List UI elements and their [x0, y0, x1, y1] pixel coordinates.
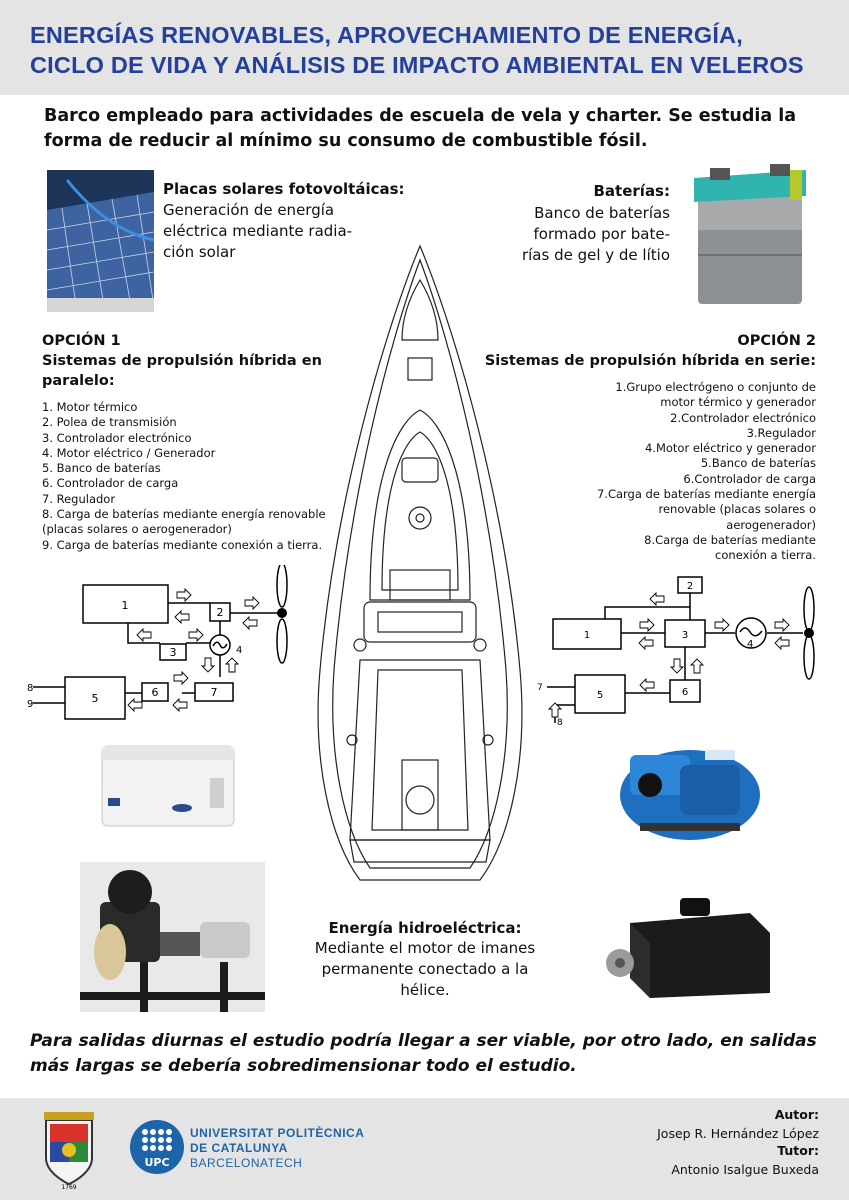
page-title-line2: CICLO DE VIDA Y ANÁLISIS DE IMPACTO AMBIENTAL EN VELEROS — [30, 52, 804, 78]
arrow-right-icon — [245, 597, 259, 609]
list-item: 7. Regulador — [42, 491, 116, 506]
solar-description — [163, 200, 393, 263]
option1-list — [42, 400, 342, 553]
option2-list — [590, 380, 816, 564]
arrow-left-icon — [243, 617, 257, 629]
hydro-line: hélice. — [400, 981, 450, 999]
option1-title — [42, 331, 342, 391]
author-label: Autor: — [774, 1107, 819, 1122]
input-8-label: 8 — [557, 718, 563, 728]
batteries-line: formado por bate- — [533, 225, 670, 243]
generator-photo — [100, 738, 240, 830]
block-2-label: 2 — [686, 581, 694, 592]
marine-engine-photo — [610, 735, 770, 845]
propeller-blade — [804, 587, 814, 631]
arrow-left-icon — [775, 637, 789, 649]
solar-line: ción solar — [163, 243, 236, 261]
author-name: Josep R. Hernández López — [657, 1126, 819, 1141]
upc-line1: UNIVERSITAT POLITÈCNICA — [190, 1126, 365, 1140]
block-4-label: 4 — [747, 639, 754, 650]
propeller-hub — [277, 608, 287, 618]
option1-label: OPCIÓN 1 — [42, 333, 121, 349]
block-2-label: 2 — [216, 606, 224, 619]
arrow-right-icon — [174, 672, 188, 684]
arrow-right-icon — [715, 619, 729, 631]
arrow-up-icon — [226, 658, 238, 672]
tutor-label: Tutor: — [777, 1143, 819, 1158]
page-title-line1: ENERGÍAS RENOVABLES, APROVECHAMIENTO DE ENERGÍA, — [30, 22, 743, 48]
option2-diagram — [535, 575, 825, 730]
arrow-right-icon — [177, 589, 191, 601]
block-3-label: 3 — [169, 646, 177, 659]
school-seal-logo — [38, 1110, 100, 1190]
propeller-blade — [277, 619, 287, 663]
block-6-label: 6 — [681, 687, 689, 698]
list-item: 1. Motor térmico — [42, 400, 138, 414]
intro-text: Barco empleado para actividades de escuela de vela y charter. Se estudia la forma de reducir al mínimo su consumo de combustible fósil. — [44, 106, 797, 151]
hydro-heading: Energía hidroeléctrica: — [328, 919, 522, 937]
solar-line: Generación de energía — [163, 201, 335, 219]
list-item: 9. Carga de baterías mediante conexión a tierra. — [42, 537, 323, 552]
hydro-description — [290, 938, 560, 1001]
list-item: 6. Controlador de carga — [42, 476, 179, 491]
arrow-left-icon — [137, 629, 151, 641]
block-5-label: 5 — [91, 692, 99, 705]
arrow-left-icon — [173, 699, 187, 711]
batteries-description — [460, 203, 670, 266]
list-item: 2.Controlador electrónico — [670, 410, 816, 425]
page-title — [30, 20, 830, 80]
block-5-label: 5 — [596, 690, 604, 701]
arrow-left-icon — [128, 699, 142, 711]
list-item: 8. Carga de baterías mediante energía renovable (placas solares o aerogenerador) — [42, 507, 326, 537]
arrow-down-icon — [202, 658, 214, 672]
arrow-right-icon — [640, 619, 654, 631]
solar-panel-photo — [47, 170, 154, 312]
list-item: 5. Banco de baterías — [42, 461, 161, 476]
servo-motor-photo — [600, 893, 780, 1003]
block-1-label: 1 — [583, 630, 591, 641]
upc-line3: BARCELONATECH — [190, 1156, 303, 1170]
list-item: 3. Controlador electrónico — [42, 430, 192, 445]
list-item: 4.Motor eléctrico y generador — [644, 441, 816, 456]
input-8-label: 8 — [27, 683, 34, 694]
option1-subtitle: Sistemas de propulsión híbrida en paralelo: — [42, 353, 322, 389]
block-1-label: 1 — [121, 599, 129, 612]
arrow-up-icon — [691, 659, 703, 673]
arrow-right-icon — [189, 629, 203, 641]
batteries-line: Banco de baterías — [534, 204, 670, 222]
option1-diagram — [25, 565, 300, 725]
hydro-line: permanente conectado a la — [321, 960, 529, 978]
solar-heading: Placas solares fotovoltáicas: — [163, 180, 405, 198]
propeller-blade — [277, 565, 287, 607]
list-item: 8.Carga de baterías mediante conexión a tierra. — [644, 532, 816, 563]
block-4-label: 4 — [236, 645, 243, 656]
battery-photo — [690, 160, 808, 308]
block-3-label: 3 — [681, 630, 689, 641]
option2-subtitle: Sistemas de propulsión híbrida en serie: — [484, 353, 816, 369]
upc-badge-text: UPC — [144, 1156, 170, 1169]
list-item: 1.Grupo electrógeno o conjunto de motor térmico y generador — [615, 380, 816, 410]
arrow-down-icon — [671, 659, 683, 673]
input-7-label: 7 — [537, 683, 543, 693]
propeller-hub — [804, 628, 814, 638]
batteries-heading: Baterías: — [593, 182, 670, 200]
arrow-left-icon — [175, 611, 189, 623]
block-7-label: 7 — [210, 686, 218, 699]
hydro-rig-photo — [80, 862, 265, 1012]
list-item: 3.Regulador — [746, 425, 816, 440]
hydro-line: Mediante el motor de imanes — [314, 939, 536, 957]
seal-year: 1769 — [61, 1184, 77, 1190]
upc-line2: DE CATALUNYA — [190, 1141, 288, 1155]
upc-logo-badge — [130, 1120, 184, 1174]
option2-title — [470, 331, 816, 371]
arrow-left-icon — [640, 679, 654, 691]
input-9-label: 9 — [27, 699, 34, 710]
tutor-name: Antonio Isalgue Buxeda — [671, 1162, 819, 1177]
option2-label: OPCIÓN 2 — [737, 333, 816, 349]
block-6-label: 6 — [151, 686, 159, 699]
arrow-right-icon — [775, 619, 789, 631]
arrow-left-icon — [650, 593, 664, 605]
solar-line: eléctrica mediante radia- — [163, 222, 353, 240]
propeller-blade — [804, 635, 814, 679]
list-item: 6.Controlador de carga — [683, 471, 816, 486]
upc-name — [190, 1126, 364, 1171]
batteries-line: rías de gel y de lítio — [521, 246, 670, 264]
list-item: 7.Carga de baterías mediante energía renovable (placas solares o aerogenerador) — [596, 487, 816, 532]
list-item: 5.Banco de baterías — [700, 456, 816, 471]
list-item: 4. Motor eléctrico / Generador — [42, 445, 216, 460]
arrow-left-icon — [639, 637, 653, 649]
list-item: 2. Polea de transmisión — [42, 415, 177, 430]
conclusion-text: Para salidas diurnas el estudio podría llegar a ser viable, por otro lado, en salidas más largas se debería sobredimensionar todo el estudio. — [30, 1031, 817, 1076]
